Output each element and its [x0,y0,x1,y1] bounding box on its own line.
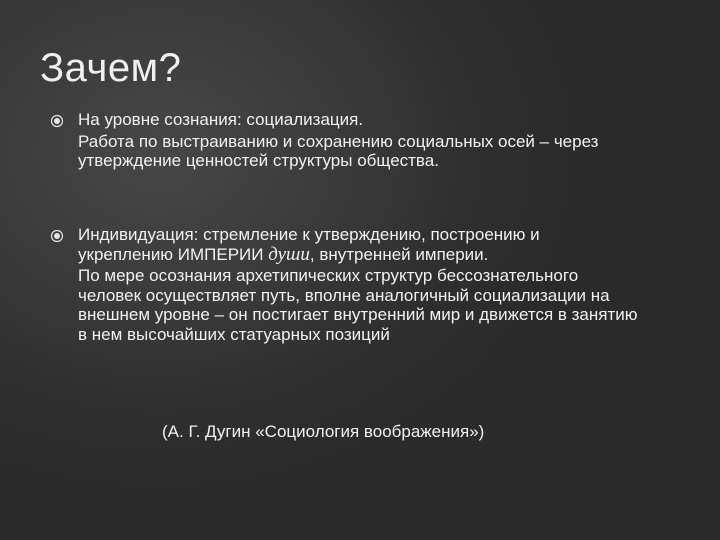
citation: (А. Г. Дугин «Социология воображения») [162,422,485,441]
bullet-item-text [78,225,638,264]
bullet-item-text: На уровне сознания: социализация. [78,110,364,129]
italic-word: души [268,243,310,265]
circle-bullet-icon [50,229,64,243]
slide-title: Зачем? [40,46,182,90]
text-segment: , внутренней империи. [309,244,489,264]
text-segment: Индивидуация: стремление к утверждению, построению и укреплению ИМПЕРИИ [78,225,540,264]
paragraph-text: Работа по выстраиванию и сохранению социальных осей – через утверждение ценностей структуры общества. [78,131,599,171]
paragraph-text: По мере осознания архетипических структур бессознательного человек осуществляет путь, вполне аналогичный социализации на внешнем уровне – он постигает внутренний мир и движется в занятию в нем высочайших статуарных позиций [78,266,638,344]
circle-bullet-icon [50,114,64,128]
bullet-item-individuation [78,225,638,345]
bullet-item-socialization [78,110,638,171]
